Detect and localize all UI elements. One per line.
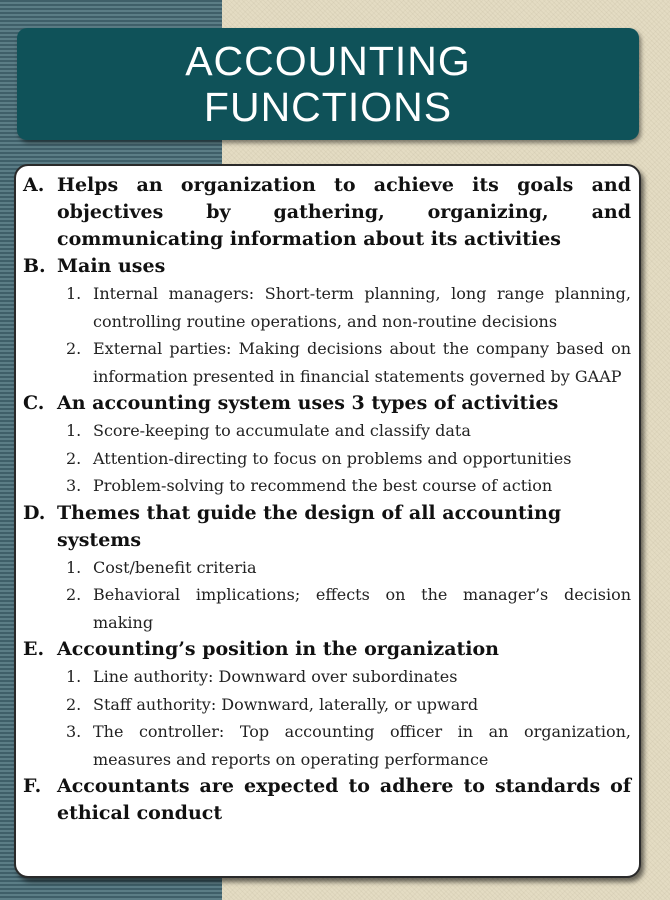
- item-text: Internal managers: Short-term planning, long range planning, controlling routine operations, and non-routine decisions: [93, 284, 631, 331]
- section-letter: A.: [23, 174, 45, 196]
- section-letter: D.: [23, 501, 46, 524]
- section-items: [23, 663, 631, 773]
- section-heading-text: Helps an organization to achieve its goals and objectives by gathering, organizing, and communicating information about its activities: [57, 174, 631, 250]
- section-heading-text: An accounting system uses 3 types of activities: [57, 392, 559, 414]
- item-text: The controller: Top accounting officer in an organization, measures and reports on operating performance: [93, 722, 631, 769]
- item-number: 3.: [66, 722, 82, 741]
- section-letter: C.: [23, 392, 45, 414]
- item-text: Behavioral implications; effects on the manager’s decision making: [93, 585, 631, 632]
- section-e: [23, 636, 631, 773]
- section-items: [23, 554, 631, 637]
- item-text: External parties: Making decisions about the company based on information presented in financial statements governed by GAAP: [93, 339, 631, 386]
- list-item: [66, 445, 631, 473]
- item-number: 1.: [66, 284, 82, 303]
- item-text: Attention-directing to focus on problems and opportunities: [93, 448, 572, 468]
- list-item: [66, 417, 631, 445]
- title-panel: [17, 28, 639, 140]
- list-item: [66, 581, 631, 636]
- section-d: [23, 500, 631, 637]
- title-line-2: FUNCTIONS: [203, 84, 453, 130]
- list-item: [66, 718, 631, 773]
- section-heading-text: Accounting’s position in the organization: [57, 638, 500, 660]
- section-items: [23, 417, 631, 500]
- item-number: 2.: [66, 585, 82, 604]
- list-item: [66, 663, 631, 691]
- section-heading-text: Accountants are expected to adhere to standards of ethical conduct: [57, 775, 631, 824]
- section-heading: [23, 253, 631, 280]
- item-text: Line authority: Downward over subordinates: [93, 667, 458, 686]
- section-letter: F.: [23, 775, 42, 797]
- section-heading: [23, 390, 631, 417]
- section-items: [23, 280, 631, 390]
- section-heading: [23, 773, 631, 827]
- content-box: [14, 164, 641, 878]
- list-item: [66, 472, 631, 500]
- item-text: Cost/benefit criteria: [93, 557, 257, 577]
- item-number: 3.: [66, 476, 82, 495]
- item-text: Staff authority: Downward, laterally, or upward: [93, 694, 479, 714]
- list-item: [66, 691, 631, 719]
- section-heading: [23, 500, 631, 554]
- item-text: Score-keeping to accumulate and classify data: [93, 421, 471, 440]
- section-heading: [23, 636, 631, 663]
- list-item: [66, 554, 631, 582]
- section-a: [23, 172, 631, 253]
- list-item: [66, 335, 631, 390]
- item-number: 1.: [66, 421, 82, 440]
- item-number: 2.: [66, 694, 82, 714]
- section-heading-text: Main uses: [57, 255, 166, 277]
- item-text: Problem-solving to recommend the best course of action: [93, 476, 553, 495]
- section-letter: E.: [23, 638, 45, 660]
- item-number: 2.: [66, 448, 82, 468]
- item-number: 1.: [66, 557, 82, 577]
- section-c: [23, 390, 631, 500]
- section-f: [23, 773, 631, 827]
- title-line-1: ACCOUNTING: [185, 38, 471, 84]
- section-b: [23, 253, 631, 390]
- section-letter: B.: [23, 255, 46, 277]
- item-number: 1.: [66, 667, 82, 686]
- section-heading-text: Themes that guide the design of all accounting systems: [57, 501, 562, 551]
- item-number: 2.: [66, 339, 82, 358]
- section-heading: [23, 172, 631, 253]
- list-item: [66, 280, 631, 335]
